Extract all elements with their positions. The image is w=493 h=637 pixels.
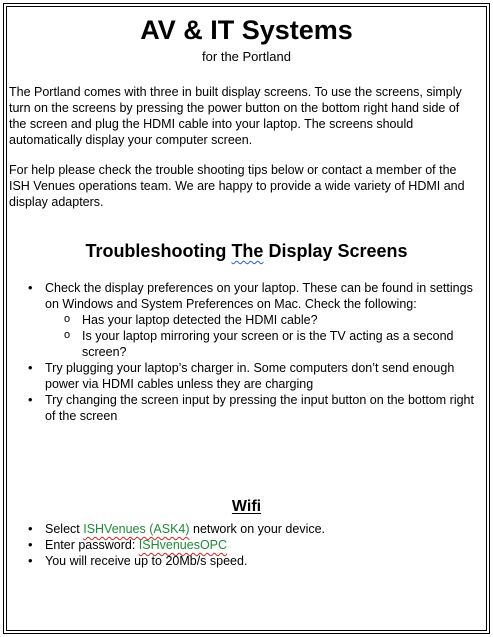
intro-paragraph-2: For help please check the trouble shooting tips below or contact a member of the ISH Venues operations team. We are happy to provide a wide variety of HDMI and display adapters.: [9, 163, 465, 209]
select-suffix: network on your device.: [189, 522, 326, 536]
list-item-text: Check the display preferences on your laptop. These can be found in settings on Windows and System Preferences on Mac. Check the following:: [45, 281, 473, 311]
heading-part-3: Display Screens: [263, 241, 408, 261]
sub-list-item: o Has your laptop detected the HDMI cable?: [45, 312, 480, 328]
list-item: [0, 280, 480, 360]
list-item: • Try changing the screen input by pressing the input button on the bottom right of the screen: [0, 392, 480, 424]
page-subtitle: for the Portland: [202, 49, 291, 64]
network-name: ISHVenues (ASK4): [83, 522, 190, 536]
password-prefix: Enter password:: [45, 538, 139, 552]
list-item: • You will receive up to 20Mb/s speed.: [0, 553, 480, 569]
wifi-heading: [0, 497, 493, 517]
list-item: [0, 537, 480, 553]
troubleshooting-list: [0, 280, 480, 424]
heading-part-1: Troubleshooting: [85, 241, 232, 261]
wifi-heading-text: Wifi: [231, 498, 262, 515]
list-item: [0, 521, 480, 537]
select-prefix: Select: [45, 522, 84, 536]
troubleshooting-heading: [0, 240, 493, 262]
intro-paragraph-1: The Portland comes with three in built display screens. To use the screens, simply turn on the screens by pressing the power button on the bottom right hand side of the screen and plug the HDMI cable into your laptop. The screens should automatically display your computer screen.: [9, 85, 462, 147]
list-item: • Try plugging your laptop’s charger in. Some computers don’t send enough power via HDMI cables unless they are charging: [0, 360, 480, 392]
wifi-password: ISHvenuesOPC: [138, 538, 228, 552]
wifi-list: [0, 521, 480, 569]
page-title: AV & IT Systems: [140, 15, 353, 45]
sub-list: [45, 312, 480, 360]
sub-list-item: o Is your laptop mirroring your screen or is the TV acting as a second screen?: [45, 328, 480, 360]
heading-flagged-word: The: [231, 241, 264, 261]
